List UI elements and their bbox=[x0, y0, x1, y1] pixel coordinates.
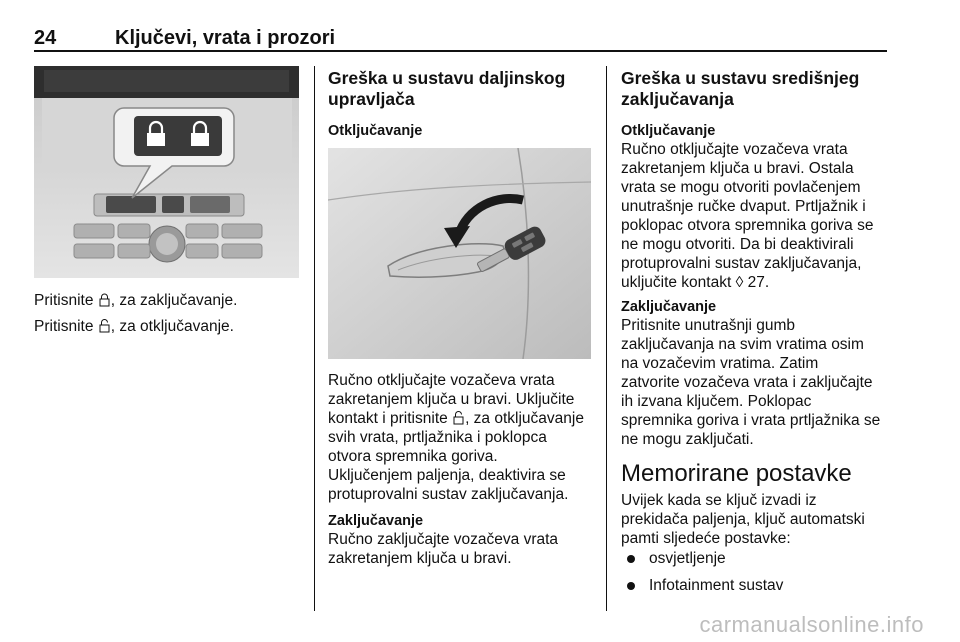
list-item: osvjetljenje bbox=[621, 549, 881, 568]
section-heading-central: Greška u sustavu središnjeg zaključavanja bbox=[621, 68, 860, 109]
lock-open-icon bbox=[99, 319, 110, 333]
watermark: carmanualsonline.info bbox=[699, 612, 924, 637]
subheading-unlock: Otključavanje bbox=[621, 123, 716, 139]
bullet-icon bbox=[627, 555, 635, 563]
lock-open-icon bbox=[453, 411, 464, 425]
page-header: Ključevi, vrata i prozori bbox=[115, 27, 336, 49]
column-divider bbox=[314, 66, 315, 611]
bullet-icon bbox=[627, 582, 635, 590]
lock-closed-icon bbox=[99, 293, 110, 307]
reference-arrow-icon: ◊ bbox=[735, 274, 744, 291]
list-item: Infotainment sustav bbox=[621, 576, 881, 595]
door-handle-illustration bbox=[328, 148, 591, 359]
lock-instruction: Pritisnite , za zaključavanje. bbox=[34, 292, 238, 309]
subheading-unlock: Otključavanje bbox=[328, 123, 423, 139]
remote-lock-paragraph: Ručno zaključajte vozačeva vrata zakretanjem ključa u bravi. bbox=[328, 531, 559, 567]
header-rule bbox=[34, 50, 887, 52]
console-illustration bbox=[34, 66, 299, 278]
remote-unlock-paragraph: Ručno otključajte vozačeva vrata zakretanjem ključa u bravi. Uključite kontakt i pritisnite , za otključavanje svih vrata, prtljažnika i poklopca otvora spremnika goriva. Uključenjem paljenja, deaktivira se protuprovalni sustav zaključavanja. bbox=[328, 372, 584, 503]
unlock-instruction: Pritisnite , za otključavanje. bbox=[34, 318, 234, 335]
page-number: 24 bbox=[34, 27, 57, 49]
memorized-settings-paragraph: Uvijek kada se ključ izvadi iz prekidača paljenja, ključ automatski pamti sljedeće postavke: bbox=[621, 492, 865, 547]
section-heading-remote: Greška u sustavu daljinskog upravljača bbox=[328, 68, 566, 109]
memorized-settings-list bbox=[621, 549, 881, 603]
central-lock-paragraph: Pritisnite unutrašnji gumb zaključavanja na svim vratima osim na vozačevim vratima. Zatim zatvorite vozačeva vrata i zaključajte ih izvana ključem. Poklopac spremnika goriva i vrata prtljažnika se ne mogu zaključati. bbox=[621, 317, 881, 448]
column-divider bbox=[606, 66, 607, 611]
subheading-lock: Zaključavanje bbox=[621, 299, 717, 315]
central-unlock-paragraph: Ručno otključajte vozačeva vrata zakretanjem ključa u bravi. Ostala vrata se mogu otvoriti povlačenjem unutrašnje ručke dvaput. Prtljažnik i poklopac otvora spremnika goriva se ne mogu otvoriti. Da bi deaktivirali protuprovalni sustav zaključavanja, uključite kontakt ◊ 27. bbox=[621, 141, 874, 291]
subheading-lock: Zaključavanje bbox=[328, 513, 424, 529]
section-title-memorized-settings: Memorirane postavke bbox=[621, 460, 852, 487]
page-reference-link[interactable]: ◊ 27. bbox=[735, 274, 770, 291]
